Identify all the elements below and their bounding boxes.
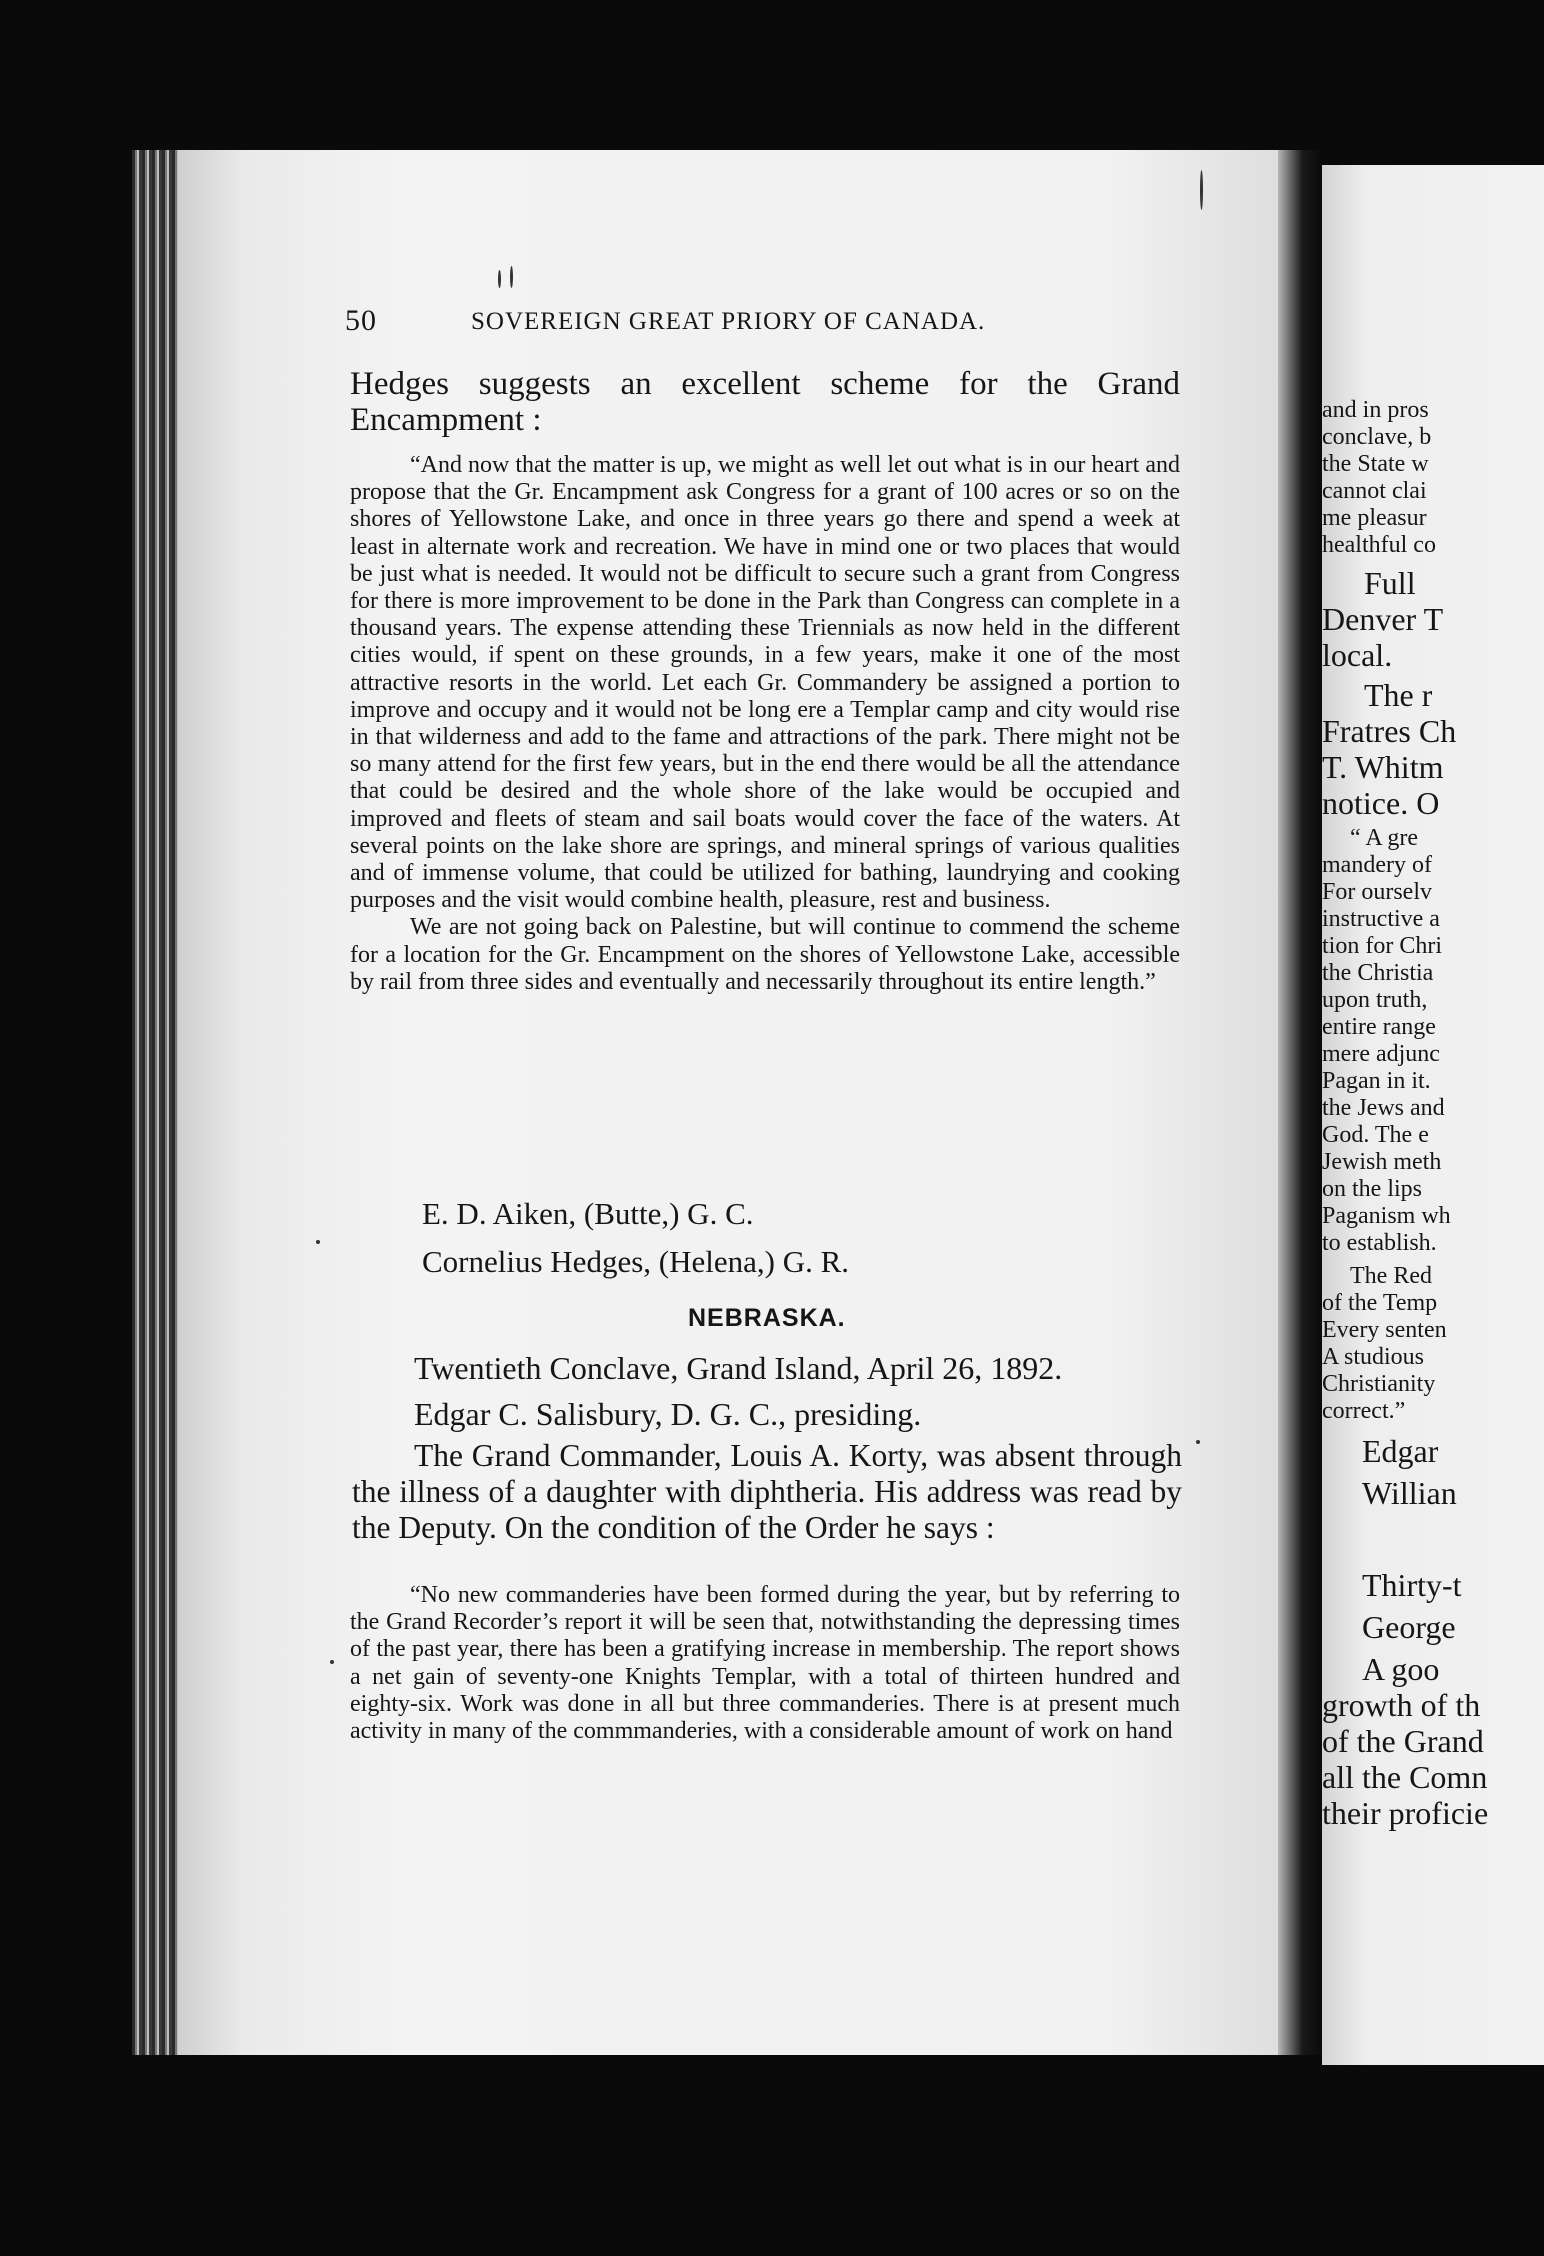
right-line: George <box>1362 1609 1456 1645</box>
right-page-fragment <box>1322 165 1544 2065</box>
scan-mark <box>510 266 513 288</box>
right-line: all the Comn <box>1322 1759 1488 1795</box>
quote-paragraph-1: “And now that the matter is up, we might as well let out what is in our heart and propose that the Gr. Encampment ask Congress for a grant of 100 acres or so on the shores of Yellowstone Lake, and once in three years go there and spend a week at least in alternate work and recreation. We have in mind one or two places that would be just what is needed. It would not be difficult to secure such a grant from Congress for there is more improvement to be done in the Park than Congress can complete in a thousand years. The expense attending these Triennials as now held in the different cities would, if spent on these grounds, in a few years, make it one of the most attractive resorts in the world. Let each Gr. Commandery be assigned a portion to improve and occupy and it would not be long ere a Templar camp and city would rise in that wilderness and add to the fame and attractions of the park. There might not be so many attend for the first few years, but in the end there would be all the attendance that could be desired and the whole shore of the lake would be occupied and improved and fleets of steam and sail boats would cover the face of the waters. At several points on the lake shore are springs, and mineral springs of various qualities and of immense volume, that could be utilized for bathing, laundrying and cooking purposes and the visit would combine health, pleasure, rest and business. <box>350 452 1180 914</box>
right-line: God. The e <box>1322 1122 1429 1148</box>
signature-grand-commander: E. D. Aiken, (Butte,) G. C. <box>422 1196 754 1231</box>
body-paragraph <box>352 1438 1182 1546</box>
page-number: 50 <box>345 304 377 337</box>
right-line: Jewish meth <box>1322 1149 1442 1175</box>
right-line: entire range <box>1322 1014 1436 1040</box>
right-line: Full <box>1364 565 1416 601</box>
scan-mark <box>498 270 501 288</box>
right-line: Paganism wh <box>1322 1203 1451 1229</box>
scan-mark <box>330 1660 334 1664</box>
right-line: healthful co <box>1322 532 1436 558</box>
right-line: Every senten <box>1322 1317 1447 1343</box>
right-line: mere adjunc <box>1322 1041 1440 1067</box>
right-line: to establish. <box>1322 1230 1437 1256</box>
presiding-line: Edgar C. Salisbury, D. G. C., presiding. <box>414 1396 922 1432</box>
right-line: of the Grand <box>1322 1723 1484 1759</box>
scan-mark <box>1196 1440 1200 1444</box>
right-line: correct.” <box>1322 1398 1406 1424</box>
intro-line-2: Encampment : <box>350 402 542 438</box>
yellowstone-quote <box>350 452 1180 996</box>
book-spine-edge <box>132 150 180 2055</box>
right-line: growth of th <box>1322 1687 1481 1723</box>
right-line: Thirty-t <box>1362 1567 1462 1603</box>
right-line: on the lips <box>1322 1176 1422 1202</box>
right-line: Denver T <box>1322 601 1444 637</box>
membership-quote <box>350 1582 1180 1745</box>
scan-mark <box>1200 170 1203 210</box>
signature-grand-recorder: Cornelius Hedges, (Helena,) G. R. <box>422 1244 850 1279</box>
right-line: T. Whitm <box>1322 749 1444 785</box>
right-line: cannot clai <box>1322 478 1427 504</box>
book-gutter <box>1278 150 1322 2055</box>
right-line: upon truth, <box>1322 987 1428 1013</box>
scan-mark <box>316 1240 320 1244</box>
right-line: tion for Chri <box>1322 933 1442 959</box>
membership-quote-text: “No new commanderies have been formed during the year, but by referring to the Grand Recorder’s report it will be seen that, notwithstanding the depressing times of the past year, there has been a gratifying increase in membership. The report shows a net gain of seventy-one Knights Templar, with a total of thirteen hundred and eighty-six. Work was done in all but three commanderies. There is at present much activity in many of the commmanderies, with a considerable amount of work on hand <box>350 1582 1180 1745</box>
right-line: of the Temp <box>1322 1290 1438 1316</box>
quote-paragraph-2: We are not going back on Palestine, but will continue to commend the scheme for a location for the Gr. Encampment on the shores of Yellowstone Lake, accessible by rail from three sides and eventually and necessarily throughout its entire length.” <box>350 914 1180 995</box>
right-line: me pleasur <box>1322 505 1427 531</box>
right-line: their proficie <box>1322 1795 1489 1831</box>
right-line: the Christia <box>1322 960 1434 986</box>
right-line: The Red <box>1350 1263 1432 1289</box>
right-line: The r <box>1364 677 1433 713</box>
conclave-line: Twentieth Conclave, Grand Island, April 26, 1892. <box>414 1350 1063 1386</box>
right-line: Pagan in it. <box>1322 1068 1431 1094</box>
right-line: and in pros <box>1322 397 1429 423</box>
right-line: mandery of <box>1322 852 1432 878</box>
running-head-title: SOVEREIGN GREAT PRIORY OF CANADA. <box>471 308 986 335</box>
right-line: local. <box>1322 637 1393 673</box>
right-line: notice. O <box>1322 785 1440 821</box>
right-line: Edgar <box>1362 1433 1439 1469</box>
right-line: A goo <box>1362 1651 1440 1687</box>
right-line: conclave, b <box>1322 424 1432 450</box>
right-line: A studious <box>1322 1344 1425 1370</box>
right-line: For ourselv <box>1322 879 1432 905</box>
right-line: the Jews and <box>1322 1095 1445 1121</box>
right-line: Christianity <box>1322 1371 1436 1397</box>
intro-line-1: Hedges suggests an excellent scheme for the Grand <box>350 366 1180 402</box>
section-heading: NEBRASKA. <box>688 1304 846 1332</box>
right-line: instructive a <box>1322 906 1440 932</box>
body-paragraph-text: The Grand Commander, Louis A. Korty, was absent through the illness of a daughter with diphtheria. His address was read by the Deputy. On the condition of the Order he says : <box>352 1438 1182 1545</box>
right-line: “ A gre <box>1350 825 1418 851</box>
right-line: the State w <box>1322 451 1429 477</box>
right-line: Willian <box>1362 1475 1457 1511</box>
right-line: Fratres Ch <box>1322 713 1457 749</box>
